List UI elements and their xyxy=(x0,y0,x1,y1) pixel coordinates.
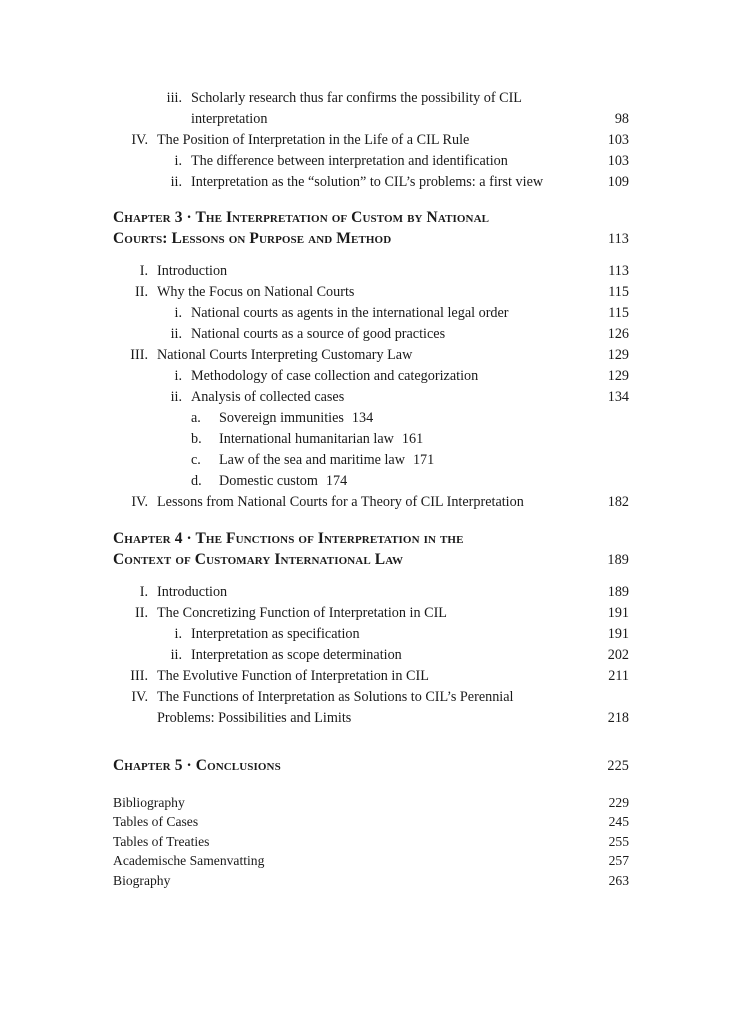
entry-title: Sovereign immunities xyxy=(219,410,344,426)
toc-entry xyxy=(0,345,737,365)
entry-number: ii. xyxy=(170,174,182,190)
chapter-page: 189 xyxy=(607,552,629,568)
entry-number: d. xyxy=(191,473,202,489)
toc-entry xyxy=(0,151,737,171)
entry-number: III. xyxy=(130,668,148,684)
entry-title: National Courts Interpreting Customary Law xyxy=(157,347,413,363)
entry-page: 211 xyxy=(608,668,629,684)
toc-entry xyxy=(0,387,737,407)
entry-title: Biography xyxy=(113,873,171,888)
entry-page: 255 xyxy=(608,834,629,849)
chapter-title-line: Chapter 5 · Conclusions xyxy=(113,757,281,774)
entry-number: I. xyxy=(139,584,148,600)
back-matter-entry xyxy=(0,851,737,871)
entry-page: 109 xyxy=(607,174,629,190)
entry-page: 98 xyxy=(614,111,629,127)
toc-subentry xyxy=(0,450,737,470)
entry-number: i. xyxy=(174,153,182,169)
entry-page: 191 xyxy=(607,626,629,642)
chapter-title-line: Chapter 3 · The Interpretation of Custom by National xyxy=(113,209,490,226)
entry-page: 263 xyxy=(608,873,629,888)
toc-entry xyxy=(0,624,737,644)
toc-entry xyxy=(0,130,737,150)
entry-page: 113 xyxy=(608,263,629,279)
entry-number: II. xyxy=(135,605,148,621)
toc-entry xyxy=(0,172,737,192)
entry-title: Tables of Cases xyxy=(113,814,199,829)
toc-entry xyxy=(0,261,737,281)
back-matter-entry xyxy=(0,793,737,813)
chapter-4-heading xyxy=(0,529,737,549)
entry-title: National courts as a source of good practices xyxy=(191,326,446,342)
entry-page: 115 xyxy=(608,305,629,321)
toc-entry xyxy=(0,645,737,665)
toc-entry xyxy=(0,687,737,707)
toc-entry xyxy=(0,88,737,108)
entry-number: II. xyxy=(135,284,148,300)
entry-title: International humanitarian law xyxy=(219,431,394,447)
entry-page: 134 xyxy=(351,410,374,426)
toc-entry xyxy=(0,666,737,686)
toc-subentry xyxy=(0,429,737,449)
entry-page: 229 xyxy=(608,795,629,810)
entry-title: Problems: Possibilities and Limits xyxy=(157,710,352,726)
entry-title: Scholarly research thus far confirms the possibility of CIL xyxy=(191,90,522,106)
entry-number: i. xyxy=(174,368,182,384)
toc-entry xyxy=(0,708,737,728)
chapter-4-heading-cont xyxy=(0,550,737,570)
entry-page: 161 xyxy=(401,431,424,447)
toc-subentry xyxy=(0,408,737,428)
chapter-5-heading xyxy=(0,756,737,776)
entry-page: 103 xyxy=(607,153,629,169)
toc-entry xyxy=(0,109,737,129)
entry-number: ii. xyxy=(170,647,182,663)
toc-entry xyxy=(0,366,737,386)
entry-title: The Functions of Interpretation as Solutions to CIL’s Perennial xyxy=(157,689,514,705)
chapter-page: 225 xyxy=(607,758,629,774)
toc-subentry xyxy=(0,471,737,491)
toc-entry xyxy=(0,603,737,623)
entry-title: Academische Samenvatting xyxy=(113,853,265,868)
chapter-title-line: Context of Customary International Law xyxy=(113,551,404,568)
entry-page: 115 xyxy=(608,284,629,300)
entry-page: 245 xyxy=(608,814,629,829)
chapter-title-line: Courts: Lessons on Purpose and Method xyxy=(113,230,392,247)
entry-number: ii. xyxy=(170,326,182,342)
entry-number: IV. xyxy=(131,689,148,705)
chapter-3-heading-cont xyxy=(0,229,737,249)
entry-number: IV. xyxy=(131,132,148,148)
entry-number: iii. xyxy=(166,90,182,106)
entry-title: Introduction xyxy=(157,263,228,279)
entry-page: 174 xyxy=(325,473,348,489)
entry-title: National courts as agents in the international legal order xyxy=(191,305,509,321)
entry-title: The Position of Interpretation in the Life of a CIL Rule xyxy=(157,132,470,148)
entry-title: The difference between interpretation and identification xyxy=(191,153,508,169)
back-matter-entry xyxy=(0,871,737,891)
entry-number: IV. xyxy=(131,494,148,510)
entry-title: Introduction xyxy=(157,584,228,600)
entry-title: The Concretizing Function of Interpretation in CIL xyxy=(157,605,447,621)
entry-page: 191 xyxy=(607,605,629,621)
chapter-title-line: Chapter 4 · The Functions of Interpretation in the xyxy=(113,530,464,547)
entry-page: 257 xyxy=(608,853,629,868)
entry-number: a. xyxy=(191,410,201,426)
entry-title: Domestic custom xyxy=(219,473,318,489)
entry-number: III. xyxy=(130,347,148,363)
entry-page: 182 xyxy=(607,494,629,510)
entry-page: 129 xyxy=(607,368,629,384)
entry-number: I. xyxy=(139,263,148,279)
entry-title: Interpretation as the “solution” to CIL’s problems: a first view xyxy=(191,174,544,190)
entry-page: 129 xyxy=(607,347,629,363)
entry-page: 202 xyxy=(607,647,629,663)
entry-title: Interpretation as scope determination xyxy=(191,647,402,663)
entry-page: 103 xyxy=(607,132,629,148)
entry-title: The Evolutive Function of Interpretation in CIL xyxy=(157,668,429,684)
entry-title: Interpretation as specification xyxy=(191,626,360,642)
entry-page: 126 xyxy=(607,326,629,342)
entry-page: 218 xyxy=(607,710,629,726)
entry-page: 189 xyxy=(607,584,629,600)
entry-title: Analysis of collected cases xyxy=(191,389,345,405)
toc-entry xyxy=(0,303,737,323)
toc-entry xyxy=(0,282,737,302)
toc-entry xyxy=(0,582,737,602)
back-matter-entry xyxy=(0,832,737,852)
entry-number: ii. xyxy=(170,389,182,405)
entry-title: Methodology of case collection and categorization xyxy=(191,368,479,384)
entry-number: c. xyxy=(191,452,201,468)
entry-title: Tables of Treaties xyxy=(113,834,210,849)
entry-number: i. xyxy=(174,305,182,321)
toc-entry xyxy=(0,492,737,512)
back-matter-entry xyxy=(0,812,737,832)
entry-number: b. xyxy=(191,431,202,447)
entry-title: Law of the sea and maritime law xyxy=(219,452,405,468)
entry-page: 134 xyxy=(607,389,629,405)
chapter-page: 113 xyxy=(607,231,629,247)
entry-title: interpretation xyxy=(191,111,268,127)
chapter-3-heading xyxy=(0,208,737,228)
toc-entry xyxy=(0,324,737,344)
entry-title: Bibliography xyxy=(113,795,185,810)
entry-title: Why the Focus on National Courts xyxy=(157,284,355,300)
entry-page: 171 xyxy=(412,452,435,468)
entry-number: i. xyxy=(174,626,182,642)
entry-title: Lessons from National Courts for a Theory of CIL Interpretation xyxy=(157,494,524,510)
